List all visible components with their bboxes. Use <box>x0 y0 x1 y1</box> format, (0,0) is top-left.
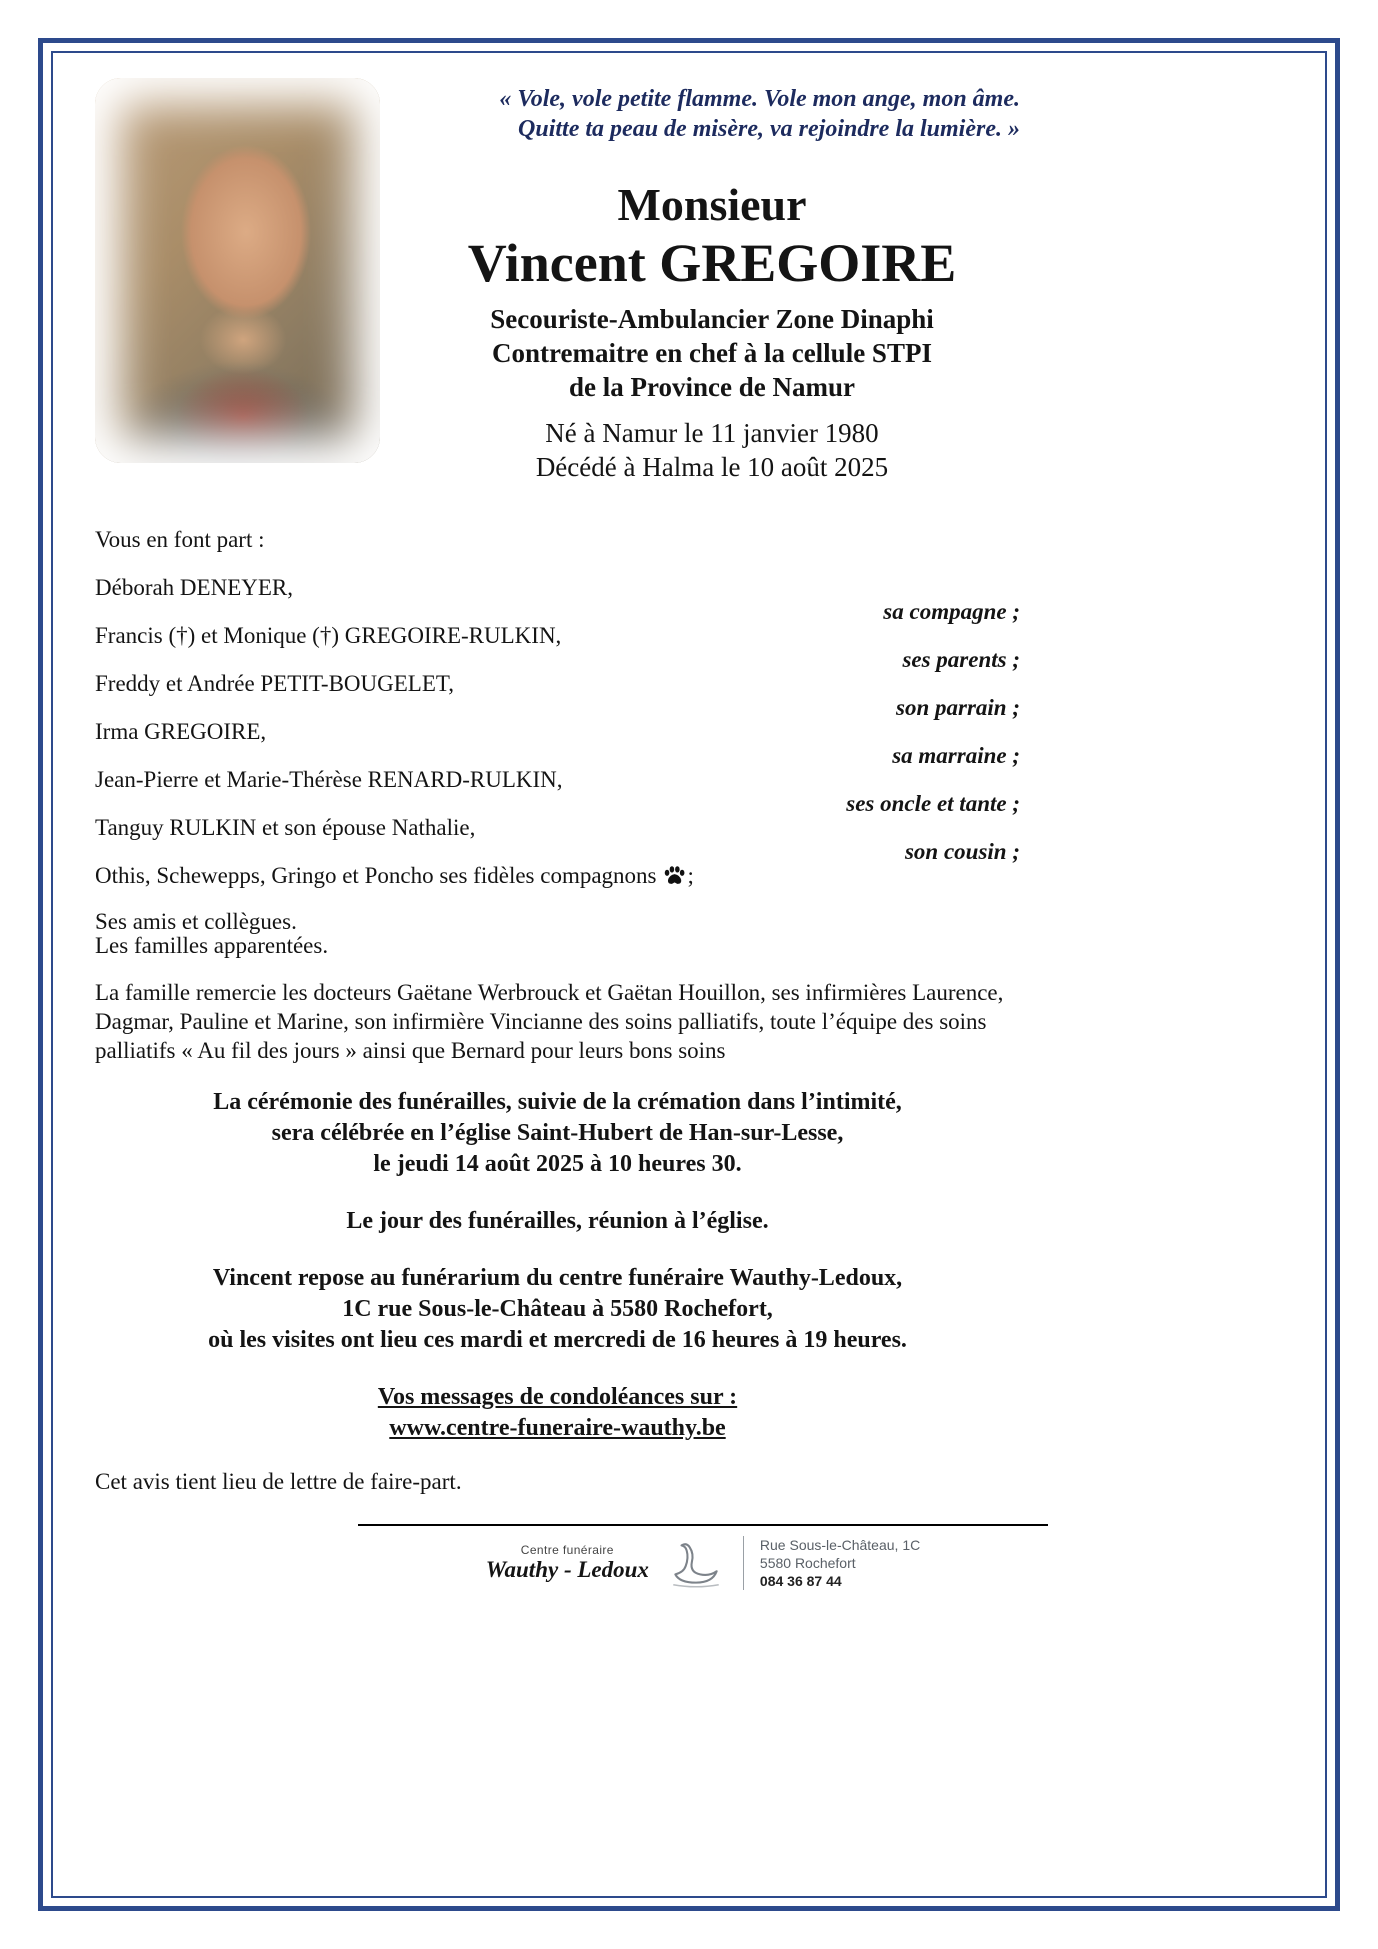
memorial-quote-line1: « Vole, vole petite flamme. Vole mon ange, mon âme. <box>499 86 1020 112</box>
header <box>95 78 1020 484</box>
deceased-role-3: de la Province de Namur <box>569 372 855 402</box>
relative-relation: sa marraine ; <box>892 743 1020 768</box>
relatives-list <box>95 576 1020 888</box>
page-content <box>95 78 1020 1590</box>
deceased-roles <box>404 302 1020 404</box>
condolences-block <box>95 1382 1020 1444</box>
memorial-quote <box>404 84 1020 144</box>
ceremony-line1: La cérémonie des funérailles, suivie de la crémation dans l’intimité, <box>213 1089 902 1115</box>
ceremony-line3: le jeudi 14 août 2025 à 10 heures 30. <box>373 1151 742 1177</box>
relative-name: Francis (†) et Monique (†) GREGOIRE-RULKIN, <box>95 623 562 648</box>
condolences-url[interactable]: www.centre-funeraire-wauthy.be <box>389 1415 726 1441</box>
footer-logo-row <box>358 1536 1048 1590</box>
condolences-label: Vos messages de condoléances sur : <box>377 1384 738 1410</box>
birth-line: Né à Namur le 11 janvier 1980 <box>545 418 879 448</box>
deceased-role-1: Secouriste-Ambulancier Zone Dinaphi <box>490 304 934 334</box>
repose-block <box>95 1263 1020 1356</box>
title-prefix: Monsieur <box>617 179 807 230</box>
footer-address-line2: 5580 Rochefort <box>759 1555 856 1571</box>
funeral-home-brand <box>486 1543 649 1583</box>
portrait-photo <box>95 78 380 463</box>
relative-relation: sa compagne ; <box>883 599 1020 624</box>
repose-line3: où les visites ont lieu ces mardi et mercredi de 16 heures à 19 heures. <box>208 1327 907 1353</box>
repose-line1: Vincent repose au funérarium du centre funéraire Wauthy-Ledoux, <box>212 1265 903 1291</box>
footer-address-line1: Rue Sous-le-Château, 1C <box>759 1537 921 1553</box>
friends-line: Ses amis et collègues. <box>95 909 297 934</box>
list-item <box>95 672 1020 720</box>
meeting-line: Le jour des funérailles, réunion à l’église. <box>346 1208 769 1234</box>
announcement-line: Vous en font part : <box>95 527 265 552</box>
relative-name: Freddy et Andrée PETIT-BOUGELET, <box>95 671 454 696</box>
relative-relation: ses parents ; <box>902 647 1020 672</box>
relative-relation: son parrain ; <box>896 695 1020 720</box>
footer-address <box>760 1536 920 1590</box>
swan-logo-icon <box>665 1537 727 1589</box>
paw-icon <box>663 865 686 886</box>
companions-line <box>95 864 1020 888</box>
list-item <box>95 768 1020 816</box>
relative-relation: ses oncle et tante ; <box>846 791 1020 816</box>
friends-block <box>95 910 1020 958</box>
repose-line2: 1C rue Sous-le-Château à 5580 Rochefort, <box>342 1296 773 1322</box>
ceremony-block <box>95 1087 1020 1180</box>
brand-small-label: Centre funéraire <box>520 1543 614 1557</box>
ceremony-line2: sera célébrée en l’église Saint-Hubert de Han-sur-Lesse, <box>271 1120 844 1146</box>
vital-dates <box>404 416 1020 484</box>
closing-line: Cet avis tient lieu de lettre de faire-part. <box>95 1469 462 1494</box>
footer-divider <box>358 1524 1048 1526</box>
relative-relation: son cousin ; <box>904 839 1020 864</box>
companions-suffix: ; <box>687 863 694 888</box>
list-item <box>95 624 1020 672</box>
families-line: Les familles apparentées. <box>95 933 329 958</box>
relative-name: Déborah DENEYER, <box>95 575 294 600</box>
brand-name: Wauthy - Ledoux <box>485 1557 649 1582</box>
relative-name: Tanguy RULKIN et son épouse Nathalie, <box>95 815 476 840</box>
relative-name: Irma GREGOIRE, <box>95 719 267 744</box>
memorial-quote-line2: Quitte ta peau de misère, va rejoindre la lumière. » <box>518 116 1020 142</box>
header-right-column <box>404 78 1020 484</box>
footer-vertical-divider <box>743 1536 744 1590</box>
deceased-role-2: Contremaitre en chef à la cellule STPI <box>492 338 932 368</box>
deceased-name: Vincent GREGOIRE <box>467 233 957 293</box>
list-item <box>95 816 1020 864</box>
footer-phone: 084 36 87 44 <box>759 1573 842 1589</box>
thanks-paragraph: La famille remercie les docteurs Gaëtane Werbrouck et Gaëtan Houillon, ses infirmières Laurence, Dagmar, Pauline et Marine, son infirmière Vincianne des soins palliatifs, toute l’équipe des soins palliatifs « Au fil des jours » ainsi que Bernard pour leurs bons soins <box>95 980 1004 1063</box>
companions-text: Othis, Schewepps, Gringo et Poncho ses fidèles compagnons <box>95 863 657 888</box>
death-line: Décédé à Halma le 10 août 2025 <box>535 452 889 482</box>
list-item <box>95 576 1020 624</box>
list-item <box>95 720 1020 768</box>
deceased-titles <box>404 178 1020 484</box>
footer <box>358 1524 1048 1590</box>
relative-name: Jean-Pierre et Marie-Thérèse RENARD-RULKIN, <box>95 767 563 792</box>
